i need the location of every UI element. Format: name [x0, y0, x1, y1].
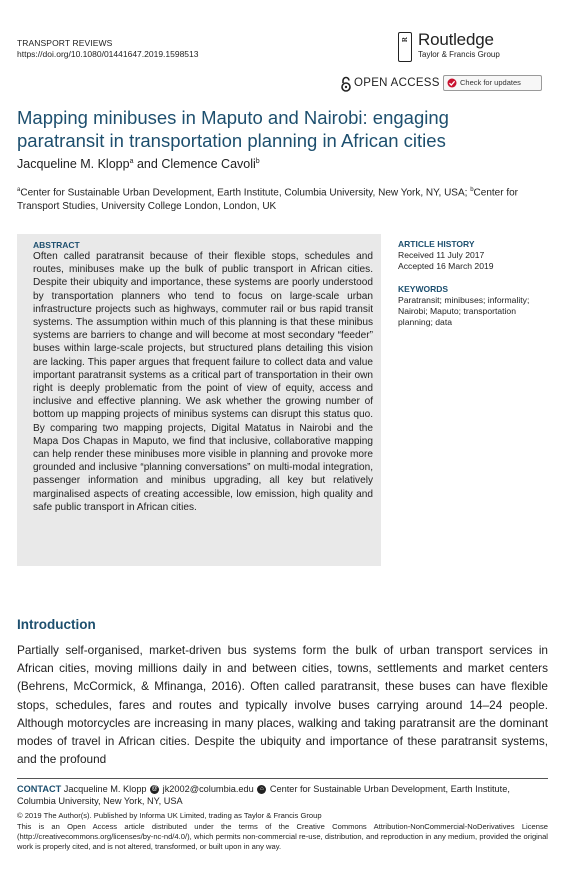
received-date: Received 11 July 2017 — [398, 250, 485, 260]
address-icon: ⌂ — [257, 785, 266, 794]
keywords-text: Paratransit; minibuses; informality; Nairobi; Maputo; transportation planning; data — [398, 295, 530, 327]
contact-email[interactable]: jk2002@columbia.edu — [162, 784, 254, 794]
affiliations — [17, 183, 547, 214]
publisher-subname: Taylor & Francis Group — [418, 50, 500, 59]
affil-sup: a — [17, 187, 21, 193]
author-affil-sup: a — [129, 157, 134, 165]
introduction-text: Partially self-organised, market-driven bus systems form the bulk of urban transport services in African cities, moving millions daily in and between cities, towns, settlements and market centers (Behrens, McCormick, & Mfinanga, 2016). Often called paratransit, these buses can have flexible stops, schedules, fares and routes and typically involve buses carrying around 14–24 people. Although motorcycles are increasing in many places, walking and taking paratransit are the dominant modes of travel in African cities. Despite the ubiquity and importance of these paratransit systems, and the profound — [17, 643, 548, 767]
affiliation-b: Center for Transport Studies, University College London, London, UK — [17, 187, 518, 213]
contact-name: Jacqueline M. Klopp — [63, 784, 147, 794]
author-name[interactable]: Clemence Cavoli — [161, 157, 256, 171]
accepted-date: Accepted 16 March 2019 — [398, 261, 494, 271]
abstract-heading: ABSTRACT — [33, 240, 80, 250]
publisher-block — [398, 32, 548, 64]
keywords-heading: KEYWORDS — [398, 284, 449, 294]
journal-info — [17, 38, 199, 60]
check-updates-icon — [447, 78, 457, 88]
email-icon: @ — [151, 786, 158, 793]
article-sidebar — [398, 239, 548, 328]
open-access-label: OPEN ACCESS — [354, 77, 440, 89]
open-lock-icon — [340, 76, 352, 92]
publisher-name: Routledge — [418, 30, 494, 49]
contact-line — [17, 783, 548, 807]
authors-conjunction: and — [136, 157, 158, 171]
introduction-heading: Introduction — [17, 617, 96, 632]
history-heading: ARTICLE HISTORY — [398, 239, 475, 249]
affil-sup: b — [470, 187, 474, 193]
author-name[interactable]: Jacqueline M. Klopp — [17, 157, 130, 171]
contact-address: Center for Sustainable Urban Development, Earth Institute, Columbia University, New York, NY, USA — [17, 784, 510, 806]
check-updates-label: Check for updates — [460, 78, 521, 87]
author-affil-sup: b — [255, 157, 260, 165]
article-title: Mapping minibuses in Maputo and Nairobi: engaging paratransit in transportation planning in African cities — [17, 107, 449, 151]
abstract-text: Often called paratransit because of their flexible stops, schedules and routes, minibuses make up the bulk of public transport in African cities. Despite their ubiquity and importance, these systems are poorly understood by transportation planners who tend to focus on large-scale urban infrastructure projects such as highways, commuter rail or bus rapid transit systems. The assumption within much of this planning is that these minibus systems are barriers to change and will become at most secondary “feeder” buses within large-scale projects, but structured plans detailing this vision are lacking. This paper argues that frequent failure to collect data and value important paratransit systems as a critical part of transportation in their own right is deeply problematic from the point of view of equity, access and inclusive and effective planning. We ask whether the growing number of bottom up mapping projects of minibus systems can disrupt this status quo. By comparing two mapping projects, Digital Matatus in Nairobi and the Mapa Dos Chapas in Maputo, we find that inclusive, collaborative mapping can help render these minibuses more visible in planning and provoke more grounded and inclusive “planning conversations” on multi-modal integration, passenger information and minibus upgrading, all key but relatively marginalised aspects of creating accessible, low emission, high quality and safe public transport in African cities. — [33, 251, 373, 513]
contact-label: CONTACT — [17, 784, 62, 794]
abstract-box — [17, 234, 381, 566]
affiliation-a: Center for Sustainable Urban Development, Earth Institute, Columbia University, New York, NY, USA; — [20, 187, 471, 199]
journal-name: TRANSPORT REVIEWS — [17, 38, 113, 48]
routledge-logo-icon: R — [398, 32, 412, 62]
authors-line — [17, 157, 260, 171]
open-access-row — [340, 76, 550, 92]
copyright-notice: © 2019 The Author(s). Published by Informa UK Limited, trading as Taylor & Francis Group — [17, 811, 322, 820]
license-notice: This is an Open Access article distributed under the terms of the Creative Commons Attribution-NonCommercial-NoDerivatives License (http://creativecommons.org/licenses/by-nc-nd/4.0/), which permits non-commercial re-use, distribution, and reproduction in any medium, provided the original work is properly cited, and is not altered, transformed, or built upon in any way. — [17, 822, 548, 851]
footer-divider — [17, 778, 548, 779]
doi-link[interactable]: https://doi.org/10.1080/01441647.2019.1598513 — [17, 49, 199, 59]
check-for-updates-button[interactable] — [443, 75, 542, 91]
